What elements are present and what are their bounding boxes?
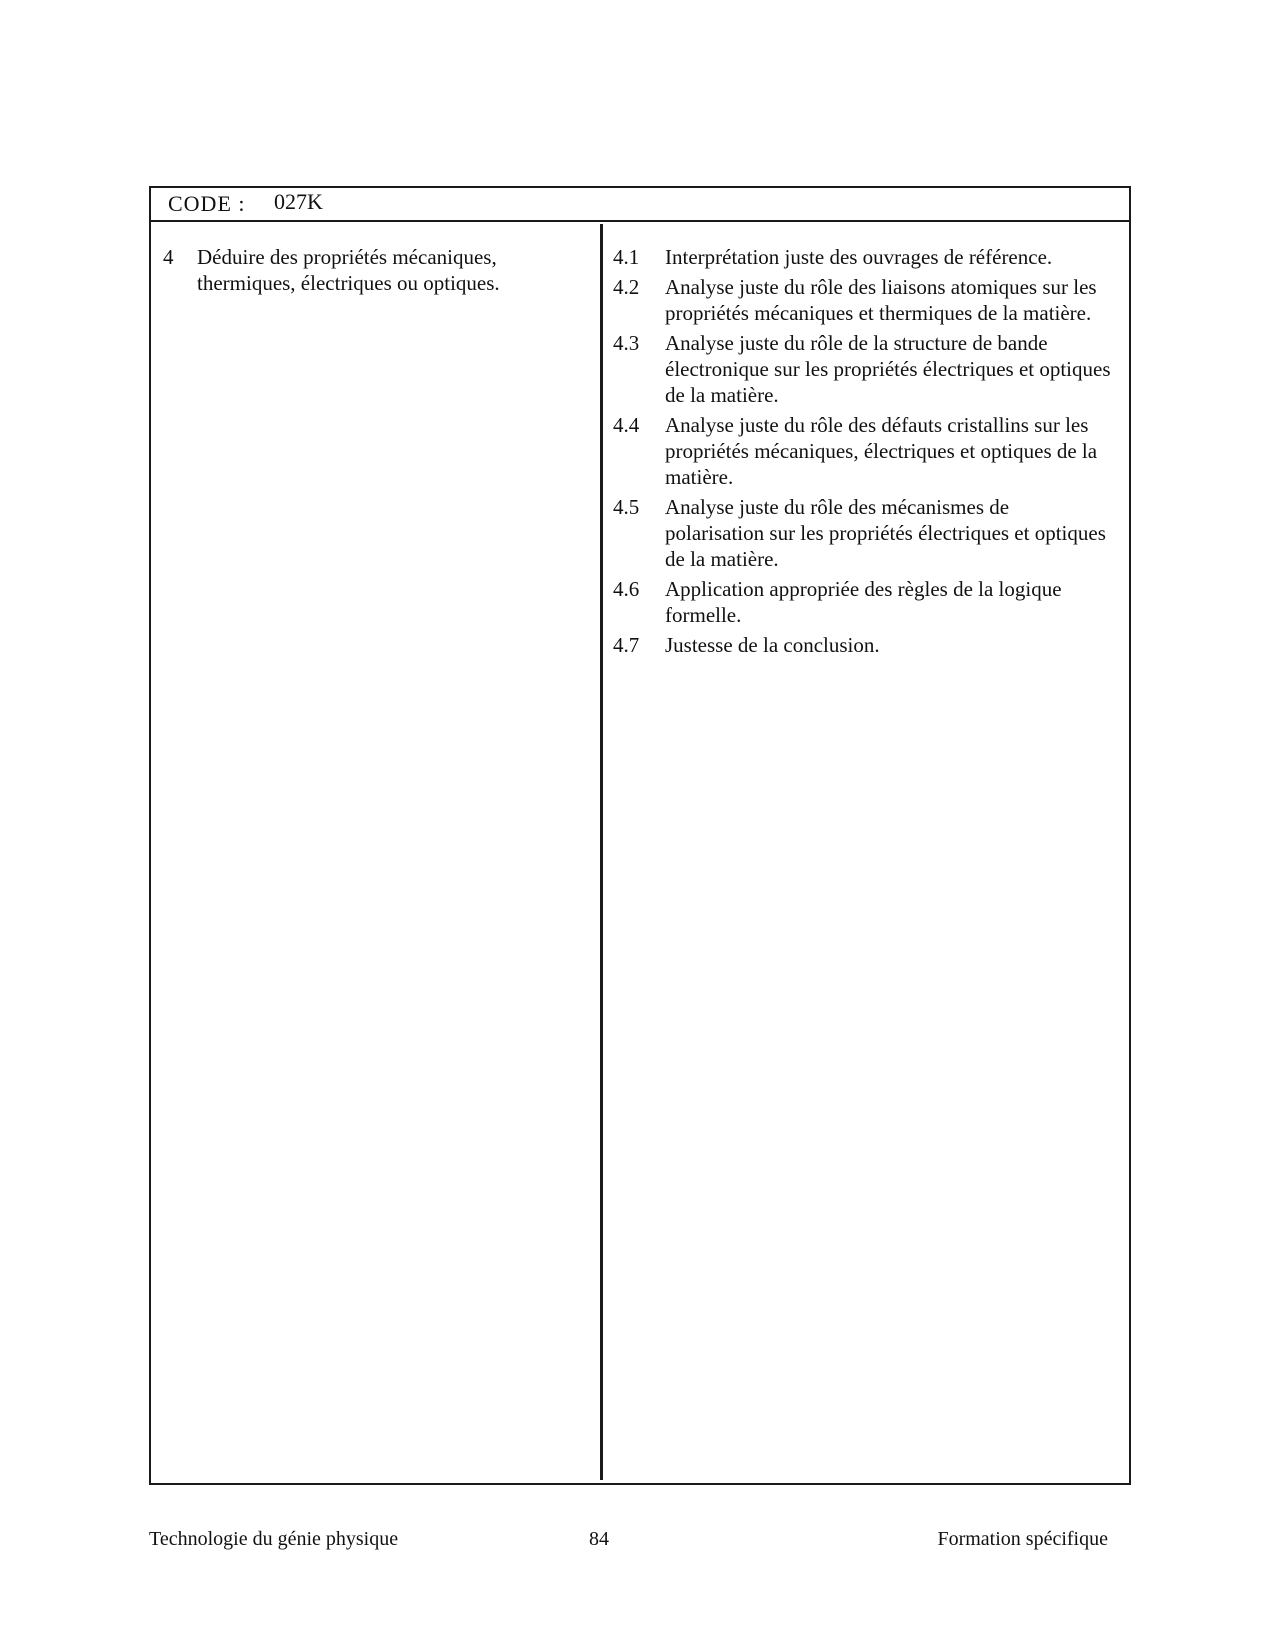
criterion-number: 4.2	[613, 275, 640, 299]
criterion-text: Analyse juste du rôle des défauts cristallins sur les propriétés mécaniques, électriques et optiques de la matière.	[665, 413, 1098, 489]
criterion-number: 4.6	[613, 577, 640, 601]
code-label: CODE :	[168, 191, 246, 216]
criterion-text: Analyse juste du rôle des mécanismes de polarisation sur les propriétés électriques et optiques de la matière.	[665, 495, 1106, 571]
criterion-number: 4.7	[613, 633, 640, 657]
code-header	[151, 188, 1129, 222]
criterion-item	[613, 244, 1113, 270]
criterion-number: 4.5	[613, 495, 640, 519]
competency-text: Déduire des propriétés mécaniques, thermiques, électriques ou optiques.	[197, 245, 500, 295]
competency-number: 4	[163, 245, 174, 269]
criterion-item	[613, 412, 1113, 490]
criterion-text: Analyse juste du rôle des liaisons atomiques sur les propriétés mécaniques et thermiques de la matière.	[665, 275, 1097, 325]
column-divider	[600, 224, 603, 1480]
criterion-item	[613, 274, 1113, 326]
criterion-item	[613, 330, 1113, 408]
criterion-text: Interprétation juste des ouvrages de référence.	[665, 245, 1053, 269]
footer-program-title: Technologie du génie physique	[149, 1528, 399, 1550]
criterion-item	[613, 494, 1113, 572]
criterion-item	[613, 632, 1113, 658]
competency-element	[163, 244, 583, 296]
criterion-number: 4.3	[613, 331, 640, 355]
footer-section-title: Formation spécifique	[937, 1528, 1108, 1550]
criterion-number: 4.1	[613, 245, 640, 269]
criterion-number: 4.4	[613, 413, 640, 437]
criterion-text: Justesse de la conclusion.	[665, 633, 880, 657]
code-value: 027K	[274, 189, 323, 214]
criterion-text: Application appropriée des règles de la logique formelle.	[665, 577, 1062, 627]
competency-column	[163, 244, 583, 296]
competency-table	[149, 186, 1131, 1485]
page-number: 84	[589, 1528, 609, 1550]
criterion-item	[613, 576, 1113, 628]
criterion-text: Analyse juste du rôle de la structure de bande électronique sur les propriétés électriques et optiques de la matière.	[665, 331, 1111, 407]
criteria-column	[613, 244, 1113, 662]
